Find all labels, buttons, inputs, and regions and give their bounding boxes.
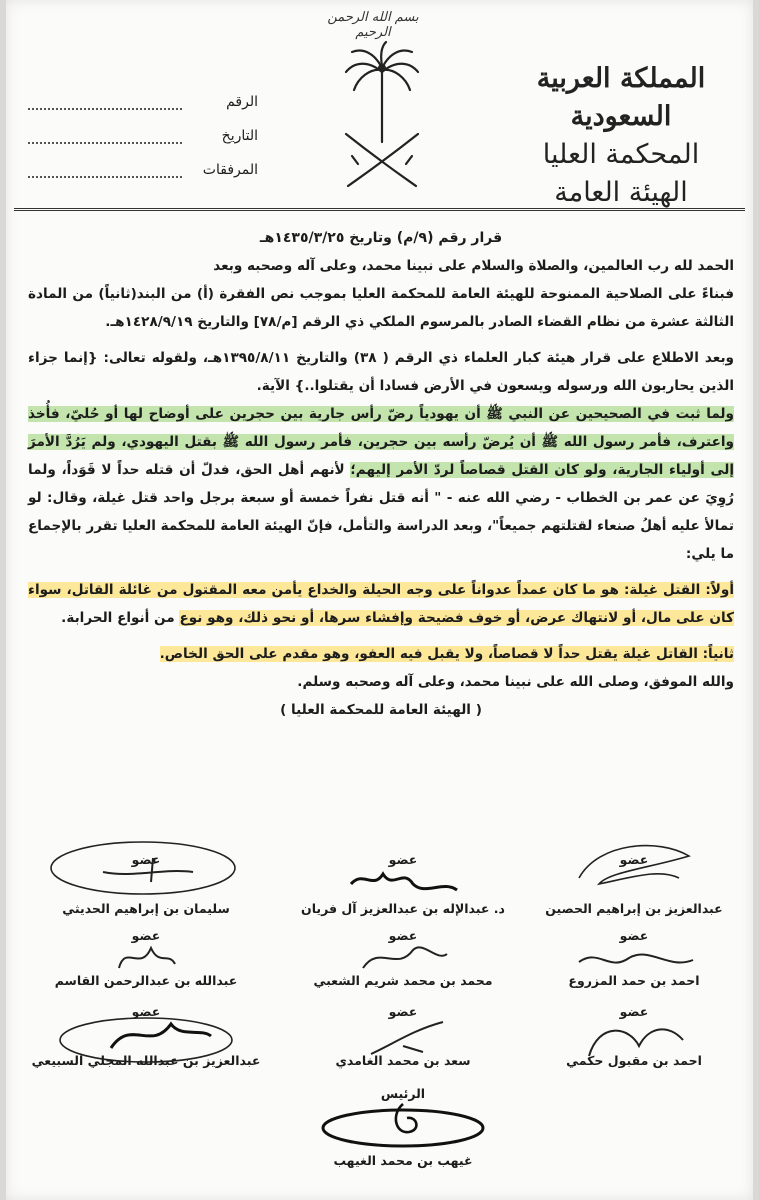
field-date (28, 110, 258, 144)
signatory (31, 928, 261, 988)
signatory-name: غيهب بن محمد الغيهب (333, 1153, 473, 1168)
signatory-role: عضو (388, 928, 418, 943)
decision-title: قرار رقم (٩/م) وتاريخ ١٤٣٥/٣/٢٥هـ (259, 230, 503, 246)
signatory-role: عضو (131, 852, 161, 867)
field-dots (28, 100, 182, 110)
signatory-role: عضو (619, 928, 649, 943)
paragraph-text: لأنهم أهل الحق، فدلّ أن قتله حداً لا قَوَداً، ولما رُوِيَ عن عمر بن الخطاب - رضي الله عنه - " أنه قتل نفراً خمسة أو سبعة برجل واحد قتل غيلة، وقال: لو تمالأ عليه أهلُ صنعاء لقتلتهم جميعاً"، وبعد الدراسة والتأمل، فإنّ الهيئة العامة للمحكمة العليا تقرر بالإجماع ما يلي: (28, 462, 734, 562)
body-name: الهيئة العامة (554, 177, 688, 208)
document-page (6, 0, 753, 1200)
ruling-text: من أنواع الحرابة. (61, 610, 180, 626)
closing-line: والله الموفق، وصلى الله على نبينا محمد، وعلى آله وصحبه وسلم. (297, 674, 734, 690)
signatory-role: عضو (388, 852, 418, 867)
signatory-name: عبدالعزيز بن عبدالله المجلي السبيعي (31, 1053, 261, 1068)
highlight-green: فأمر رسول الله ﷺ أن يُرضّ رأسه بين حجرين، فأمر رسول الله ﷺ بقتل اليهودي، ولم يَرُدَّ الأمرَ إلى أولياء الجارية، ولو كان القتل قصاصاً لردّ الأمر إليهم؛ (28, 434, 734, 478)
decision-body (28, 224, 734, 724)
kingdom-name: المملكة العربية السعودية (536, 63, 706, 132)
signatory-name: د. عبدالإله بن عبدالعزيز آل فريان (301, 901, 505, 916)
highlight-green: ولما ثبت في الصحيحين عن النبي ﷺ أن يهودياً رضّ رأس جارية بين حجرين على أوضاح لها أو حُليّ، فأُخذ واعترف، (28, 406, 734, 450)
signature-scribble (313, 1094, 493, 1154)
highlight-yellow: ثانياً: القاتل غيلة يقتل حداً لا قصاصاً، ولا يقبل فيه العفو، وهو مقدم على الحق الخاص. (159, 646, 734, 662)
chairman-signatory (303, 1086, 503, 1168)
signatory-name: عبدالله بن عبدالرحمن القاسم (54, 973, 238, 988)
signatory-role: الرئيس (380, 1086, 426, 1101)
paragraph-authority: فبناءً على الصلاحية الممنوحة للهيئة العامة للمحكمة العليا بموجب نص الفقرة (أ) من البند(ثانياً) من المادة الثالثة عشرة من نظام القضاء الصادر بالمرسوم الملكي ذي الرقم [م/٧٨] والتاريخ ١٤٢٨/٩/١٩هـ. (28, 286, 734, 330)
signatory-name: احمد بن مقبول حكمي (566, 1053, 702, 1068)
field-attachments (28, 144, 258, 178)
opening-line: الحمد لله رب العالمين، والصلاة والسلام على نبينا محمد، وعلى آله وصحبه وبعد (213, 258, 734, 274)
signatory-role: عضو (619, 1004, 649, 1019)
signature-scribble (353, 938, 453, 978)
signatory-name: سعد بن محمد الغامدي (335, 1053, 471, 1068)
header-divider (14, 208, 745, 211)
paragraph-reference: وبعد الاطلاع على قرار هيئة كبار العلماء ذي الرقم ( ٣٨) والتاريخ ١٣٩٥/٨/١١هـ، ولقوله تعالى: {إنما جزاء الذين يحاربون الله ورسوله ويسعون في الأرض فسادا أن يقتلوا..} الآية. (28, 350, 734, 394)
highlight-yellow: أولاً: القتل غيلة: هو ما كان عمداً عدواناً على وجه الحيلة والخداع يأمن معه المقتول من غائلة القاتل، سواء كان على مال، أو لانتهاك عرض، أو خوف فضيحة وإفشاء سرها، أو نحو ذلك، وهو نوع (28, 582, 734, 626)
reference-fields (28, 76, 258, 178)
field-dots (28, 134, 182, 144)
signatory-name: احمد بن حمد المزروع (568, 973, 700, 988)
signatory-name: عبدالعزيز بن إبراهيم الحصين (545, 901, 723, 916)
saudi-emblem-icon (334, 38, 430, 188)
issuer-header (511, 60, 731, 212)
signatory-name: سليمان بن إبراهيم الحديثي (62, 901, 230, 916)
issuing-body: ( الهيئة العامة للمحكمة العليا ) (280, 702, 482, 718)
signature-scribble (111, 938, 181, 978)
basmala: بسم الله الرحمن الرحيم (327, 10, 419, 40)
signatory (31, 1004, 261, 1068)
signatory-role: عضو (619, 852, 649, 867)
signatory (529, 852, 739, 916)
signatory-role: عضو (131, 1004, 161, 1019)
ruling-item-2 (28, 640, 734, 668)
signatory (293, 1004, 513, 1068)
signatory-role: عضو (131, 928, 161, 943)
signature-scribble (43, 838, 243, 898)
field-dots (28, 168, 182, 178)
signatory-name: محمد بن محمد شريم الشعبي (313, 973, 493, 988)
ruling-item-1 (28, 576, 734, 632)
paragraph-evidence (28, 400, 734, 568)
signatory (529, 1004, 739, 1068)
field-number (28, 76, 258, 110)
field-label: المرفقات (202, 162, 258, 178)
signatory (31, 852, 261, 916)
signatory (529, 928, 739, 988)
signatory (293, 928, 513, 988)
signatory-role: عضو (388, 1004, 418, 1019)
field-label: التاريخ (221, 128, 258, 144)
field-label: الرقم (226, 94, 258, 110)
court-name: المحكمة العليا (542, 139, 700, 170)
signatory (293, 852, 513, 916)
